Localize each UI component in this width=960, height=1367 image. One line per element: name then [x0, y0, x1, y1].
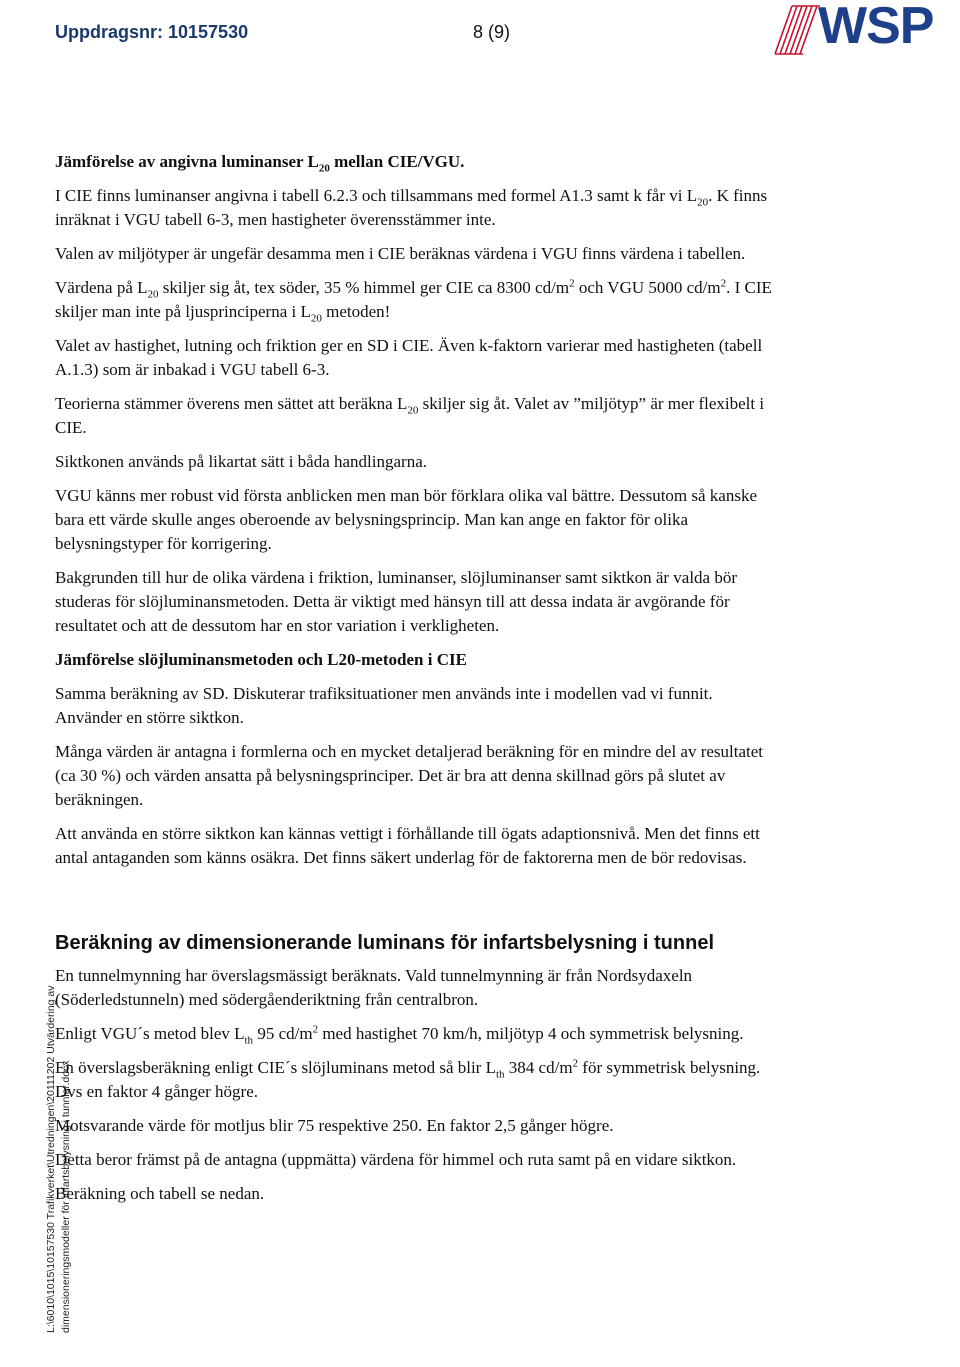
page-header: [0, 0, 960, 70]
paragraph: Värdena på $L_{20}$ skiljer sig åt, tex söder, 35 % himmel ger CIE ca 8300 $cd/m^2$ och VGU 5000 $cd/m^2$. I CIE skiljer man inte på ljusprinciperna i $L_{20}$ metoden!: [55, 277, 772, 325]
page-number: 8 (9): [473, 22, 511, 42]
paragraph: VGU känns mer robust vid första anblicken men man bör förklara olika val bättre. Dessutom så kanske bara ett värde skulle anges oberoende av belysningsprincip. Man kan ange en faktor för olika belysningstyper för korrigering.: [55, 486, 758, 553]
paragraph: Samma beräkning av SD. Diskuterar trafiksituationer men används inte i modellen vad vi funnit. Använder en större siktkon.: [55, 684, 713, 727]
document-body: [55, 150, 775, 1216]
paragraph: Siktkonen används på likartat sätt i båda handlingarna.: [55, 452, 428, 471]
paragraph: Valen av miljötyper är ungefär desamma men i CIE beräknas värdena i VGU finns värdena i tabellen.: [55, 244, 746, 263]
section-title: Beräkning av dimensionerande luminans för infartsbelysning i tunnel: [55, 932, 715, 954]
paragraph: Teorierna stämmer överens men sättet att beräkna $L_{20}$ skiljer sig åt. Valet av ”miljötyp” är mer flexibelt i CIE.: [55, 394, 765, 437]
paragraph: En överslagsberäkning enligt CIE´s slöjluminans metod så blir $L_{th}$ 384 $cd/m^2$ för symmetrisk belysning. Dvs en faktor 4 gånger högre.: [55, 1057, 761, 1101]
heading-luminance-comparison: Jämförelse av angivna luminanser $L_{20}$ mellan CIE/VGU.: [55, 152, 465, 175]
assignment-number: Uppdragsnr: 10157530: [55, 22, 249, 42]
paragraph: Valet av hastighet, lutning och friktion ger en SD i CIE. Även k-faktorn varierar med hastigheten (tabell A.1.3) som är inbakad i VGU tabell 6-3.: [55, 336, 763, 379]
wsp-logo: [770, 2, 960, 60]
file-path-line-1: L:\6010\1015\10157530 Trafikverket\Utredningen\20111202 Utvärdering av: [45, 985, 57, 1333]
paragraph: I CIE finns luminanser angivna i tabell 6.2.3 och tillsammans med formel A1.3 samt k får vi $L_{20}$. K finns inräknat i VGU tabell 6-3, men hastigheter överensstämmer inte.: [55, 186, 768, 229]
file-path-margin: [0, 955, 72, 1333]
paragraph: Beräkning och tabell se nedan.: [55, 1184, 265, 1203]
paragraph: Motsvarande värde för motljus blir 75 respektive 250. En faktor 2,5 gånger högre.: [55, 1116, 614, 1135]
file-path-line-2: dimensioneringsmodeller för infartsbelysning i tunnlar.docx: [60, 1060, 72, 1333]
paragraph: Bakgrunden till hur de olika värdena i friktion, luminanser, slöjluminanser samt siktkon är valda bör studeras för slöjluminansmetoden. Detta är viktigt med hänsyn till att dessa indata är avgörande för resultatet och att de dessutom har en stor variation i verkligheten.: [55, 568, 738, 635]
paragraph: Många värden är antagna i formlerna och en mycket detaljerad beräkning för en mindre del av resultatet (ca 30 %) och värden ansatta på belysningsprinciper. Det är bra att denna skillnad görs på slutet av beräkningen.: [55, 742, 764, 809]
wsp-logo-text: WSP: [818, 0, 934, 55]
paragraph: Att använda en större siktkon kan kännas vettigt i förhållande till ögats adaptionsnivå. Men det finns ett antal antaganden som känns osäkra. Det finns säkert underlag för de faktorerna men de bör redovisas.: [55, 824, 760, 867]
paragraph: Enligt VGU´s metod blev $L_{th}$ 95 $cd/m^2$ med hastighet 70 km/h, miljötyp 4 och symmetrisk belysning.: [55, 1023, 744, 1047]
heading-veiling-luminance-comparison: Jämförelse slöjluminansmetoden och L20-metoden i CIE: [55, 650, 467, 669]
paragraph: En tunnelmynning har överslagsmässigt beräknats. Vald tunnelmynning är från Nordsydaxeln (Söderledstunneln) med södergåenderiktning från centralbron.: [55, 966, 693, 1009]
paragraph: Detta beror främst på de antagna (uppmätta) värdena för himmel och ruta samt på en vidare siktkon.: [55, 1150, 737, 1169]
